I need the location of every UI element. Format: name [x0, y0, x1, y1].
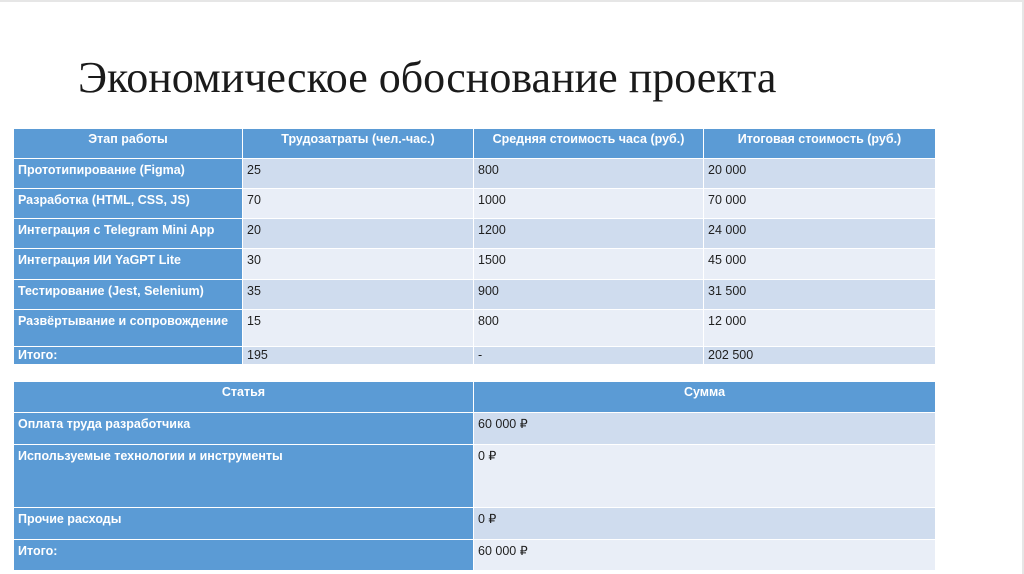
table-row [14, 189, 936, 219]
hour-cost: 900 [474, 280, 704, 310]
stage-name: Развёртывание и сопровождение [14, 310, 243, 347]
stage-name: Интеграция с Telegram Mini App [14, 219, 243, 249]
budget-total-amount: 60 000 ₽ [474, 540, 936, 571]
hour-cost: 800 [474, 159, 704, 189]
table-row [14, 413, 936, 445]
header-amount: Сумма [474, 382, 936, 413]
budget-item: Прочие расходы [14, 508, 474, 540]
hour-cost: 1200 [474, 219, 704, 249]
budget-amount: 0 ₽ [474, 445, 936, 508]
table-row [14, 310, 936, 347]
header-total-cost: Итоговая стоимость (руб.) [704, 129, 936, 159]
budget-table-header-row [14, 382, 936, 413]
budget-item: Оплата труда разработчика [14, 413, 474, 445]
total-cost: 31 500 [704, 280, 936, 310]
total-label: Итого: [14, 347, 243, 365]
hour-cost: 1000 [474, 189, 704, 219]
total-labor-hours: 195 [243, 347, 474, 365]
cost-table-header-row [14, 129, 936, 159]
budget-amount: 0 ₽ [474, 508, 936, 540]
labor-hours: 25 [243, 159, 474, 189]
labor-hours: 30 [243, 249, 474, 280]
stage-name: Разработка (HTML, CSS, JS) [14, 189, 243, 219]
table-row [14, 508, 936, 540]
slide-top-border [0, 0, 1024, 2]
hour-cost: 800 [474, 310, 704, 347]
total-cost: 12 000 [704, 310, 936, 347]
budget-total-row [14, 540, 936, 571]
table-total-row [14, 347, 936, 365]
table-row [14, 219, 936, 249]
header-item: Статья [14, 382, 474, 413]
header-labor: Трудозатраты (чел.-час.) [243, 129, 474, 159]
budget-total-label: Итого: [14, 540, 474, 571]
table-row [14, 249, 936, 280]
budget-item: Используемые технологии и инструменты [14, 445, 474, 508]
total-cost: 24 000 [704, 219, 936, 249]
hour-cost: 1500 [474, 249, 704, 280]
grand-total-cost: 202 500 [704, 347, 936, 365]
slide-title: Экономическое обоснование проекта [78, 53, 777, 102]
table-row [14, 159, 936, 189]
labor-hours: 35 [243, 280, 474, 310]
header-hour-cost: Средняя стоимость часа (руб.) [474, 129, 704, 159]
table-row [14, 445, 936, 508]
total-cost: 45 000 [704, 249, 936, 280]
budget-amount: 60 000 ₽ [474, 413, 936, 445]
stage-name: Интеграция ИИ YaGPT Lite [14, 249, 243, 280]
budget-table [13, 381, 936, 571]
total-cost: 20 000 [704, 159, 936, 189]
cost-table [13, 128, 936, 365]
header-stage: Этап работы [14, 129, 243, 159]
labor-hours: 15 [243, 310, 474, 347]
labor-hours: 20 [243, 219, 474, 249]
total-hour-cost: - [474, 347, 704, 365]
stage-name: Тестирование (Jest, Selenium) [14, 280, 243, 310]
total-cost: 70 000 [704, 189, 936, 219]
labor-hours: 70 [243, 189, 474, 219]
stage-name: Прототипирование (Figma) [14, 159, 243, 189]
table-row [14, 280, 936, 310]
